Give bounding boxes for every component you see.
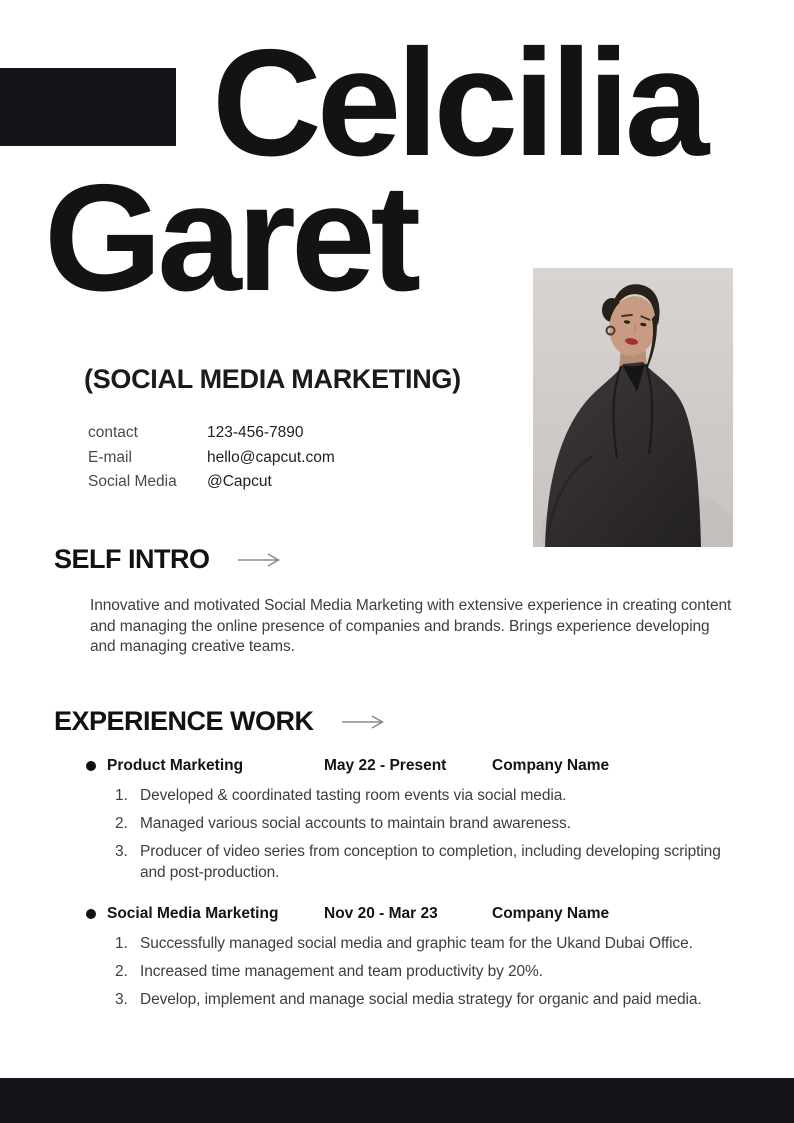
self-intro-heading-label: SELF INTRO [54, 544, 210, 574]
job-entry-1 [86, 756, 746, 883]
bullet-icon [86, 761, 96, 771]
job-points [115, 786, 746, 883]
phone-number: 123-456-7890 [207, 424, 304, 441]
job-dates: Nov 20 - Mar 23 [324, 905, 438, 922]
job-title: Product Marketing [107, 757, 244, 774]
decorative-black-bar-bottom [0, 1078, 794, 1123]
job-point: Developed & coordinated tasting room events via social media. [140, 787, 567, 804]
name-last: Garet [44, 153, 417, 323]
job-point: Managed various social accounts to maintain brand awareness. [140, 815, 571, 832]
job-point: Increased time management and team productivity by 20%. [140, 963, 543, 980]
email-address: hello@capcut.com [207, 448, 335, 466]
arrow-right-icon [341, 714, 385, 730]
contact-label: contact [88, 424, 138, 441]
job-entry-2 [86, 904, 746, 1011]
experience-list [86, 756, 746, 1018]
role-subtitle: (SOCIAL MEDIA MARKETING) [84, 364, 461, 394]
self-intro-paragraph: Innovative and motivated Social Media Marketing with extensive experience in creating content and managing the online presence of companies and brands. Brings experience developing and managing creative teams. [90, 597, 732, 655]
profile-photo [533, 268, 733, 547]
contact-row-social [88, 473, 335, 490]
contact-row-phone [88, 424, 335, 441]
experience-heading [54, 706, 385, 737]
arrow-right-icon [237, 552, 281, 568]
email-label: E-mail [88, 448, 132, 466]
name-first: Celcilia [212, 18, 705, 188]
profile-photo-illustration [533, 268, 733, 547]
job-title: Social Media Marketing [107, 905, 279, 922]
job-point: Producer of video series from conception to completion, including developing scripting and post-production. [140, 843, 721, 881]
social-handle: @Capcut [207, 473, 272, 490]
job-header [86, 756, 746, 776]
social-label: Social Media [88, 473, 177, 490]
experience-heading-label: EXPERIENCE WORK [54, 706, 314, 736]
job-company: Company Name [492, 905, 610, 922]
job-header [86, 904, 746, 924]
bullet-icon [86, 909, 96, 919]
decorative-black-bar-top [0, 68, 176, 146]
job-company: Company Name [492, 757, 610, 774]
contact-row-email [88, 449, 335, 466]
job-point: Successfully managed social media and graphic team for the Ukand Dubai Office. [140, 935, 693, 952]
contact-block [88, 424, 335, 498]
job-points [115, 934, 746, 1011]
job-dates: May 22 - Present [324, 757, 447, 774]
job-point: Develop, implement and manage social media strategy for organic and paid media. [140, 991, 702, 1008]
self-intro-heading [54, 544, 281, 575]
